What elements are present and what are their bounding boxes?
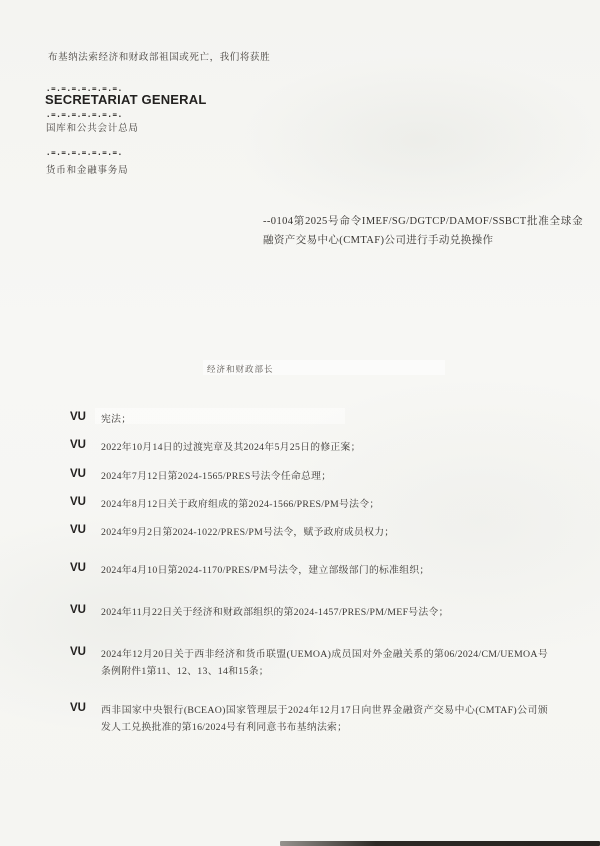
order-subject-paragraph: --0104第2025号命令IMEF/SG/DGTCP/DAMOF/SSBCT批准全球金融资产交易中心(CMTAF)公司进行手动兑换操作 (263, 216, 583, 246)
dept-treasury-label: 国库和公共会计总局 (46, 124, 139, 134)
vu-item-3 (70, 468, 548, 485)
vu-label: VU (70, 468, 86, 480)
vu-label: VU (70, 702, 86, 714)
vu-label: VU (70, 496, 86, 508)
vu-item-6 (70, 562, 548, 579)
vu-item-text: 宪法； (101, 414, 132, 425)
vu-item-text: 西非国家中央银行(BCEAO)国家管理层于2024年12月17日向世界金融资产交易中心(CMTAF)公司颁发人工兑换批准的第16/2024号有利同意书布基纳法索； (101, 705, 548, 733)
dashed-divider-lower: .=.=.=.=.=.=.=. (46, 148, 123, 157)
vu-item-text: 2024年12月20日关于西非经济和货币联盟(UEMOA)成员国对外金融关系的第06/2024/CM/UEMOA号条例附件1第11、12、13、14和15条； (101, 649, 548, 677)
dashed-divider-top: .=.=.=.=.=.=.=. (46, 84, 123, 93)
vu-item-text: 2024年11月22日关于经济和财政部组织的第2024-1457/PRES/PM/MEF号法令； (101, 607, 449, 618)
minister-title: 经济和财政部长 (207, 364, 274, 374)
vu-item-1 (70, 411, 548, 428)
vu-item-text: 2022年10月14日的过渡宪章及其2024年5月25日的修正案； (101, 442, 361, 453)
ministry-motto: 布基纳法索经济和财政部祖国或死亡，我们将获胜 (48, 53, 271, 63)
vu-item-8 (70, 646, 548, 680)
scan-edge-shadow (280, 841, 600, 846)
vu-item-5 (70, 524, 548, 541)
dashed-divider-middle: .=.=.=.=.=.=.=. (46, 110, 123, 119)
secretariat-general-heading: SECRETARIAT GENERAL (45, 92, 207, 107)
vu-item-text: 2024年8月12日关于政府组成的第2024-1566/PRES/PM号法令； (101, 499, 380, 510)
vu-label: VU (70, 646, 86, 658)
dept-monetary-label: 货币和金融事务局 (46, 166, 129, 176)
vu-item-text: 2024年7月12日第2024-1565/PRES号法令任命总理； (101, 471, 332, 482)
vu-item-text: 2024年4月10日第2024-1170/PRES/PM号法令，建立部级部门的标准组织； (101, 565, 430, 576)
vu-item-2 (70, 439, 548, 456)
vu-label: VU (70, 562, 86, 574)
vu-item-4 (70, 496, 548, 513)
vu-label: VU (70, 439, 86, 451)
vu-item-text: 2024年9月2日第2024-1022/PRES/PM号法令，赋予政府成员权力； (101, 527, 395, 538)
vu-label: VU (70, 524, 86, 536)
vu-item-7 (70, 604, 548, 621)
vu-item-9 (70, 702, 548, 736)
vu-label: VU (70, 604, 86, 616)
vu-label: VU (70, 411, 86, 423)
